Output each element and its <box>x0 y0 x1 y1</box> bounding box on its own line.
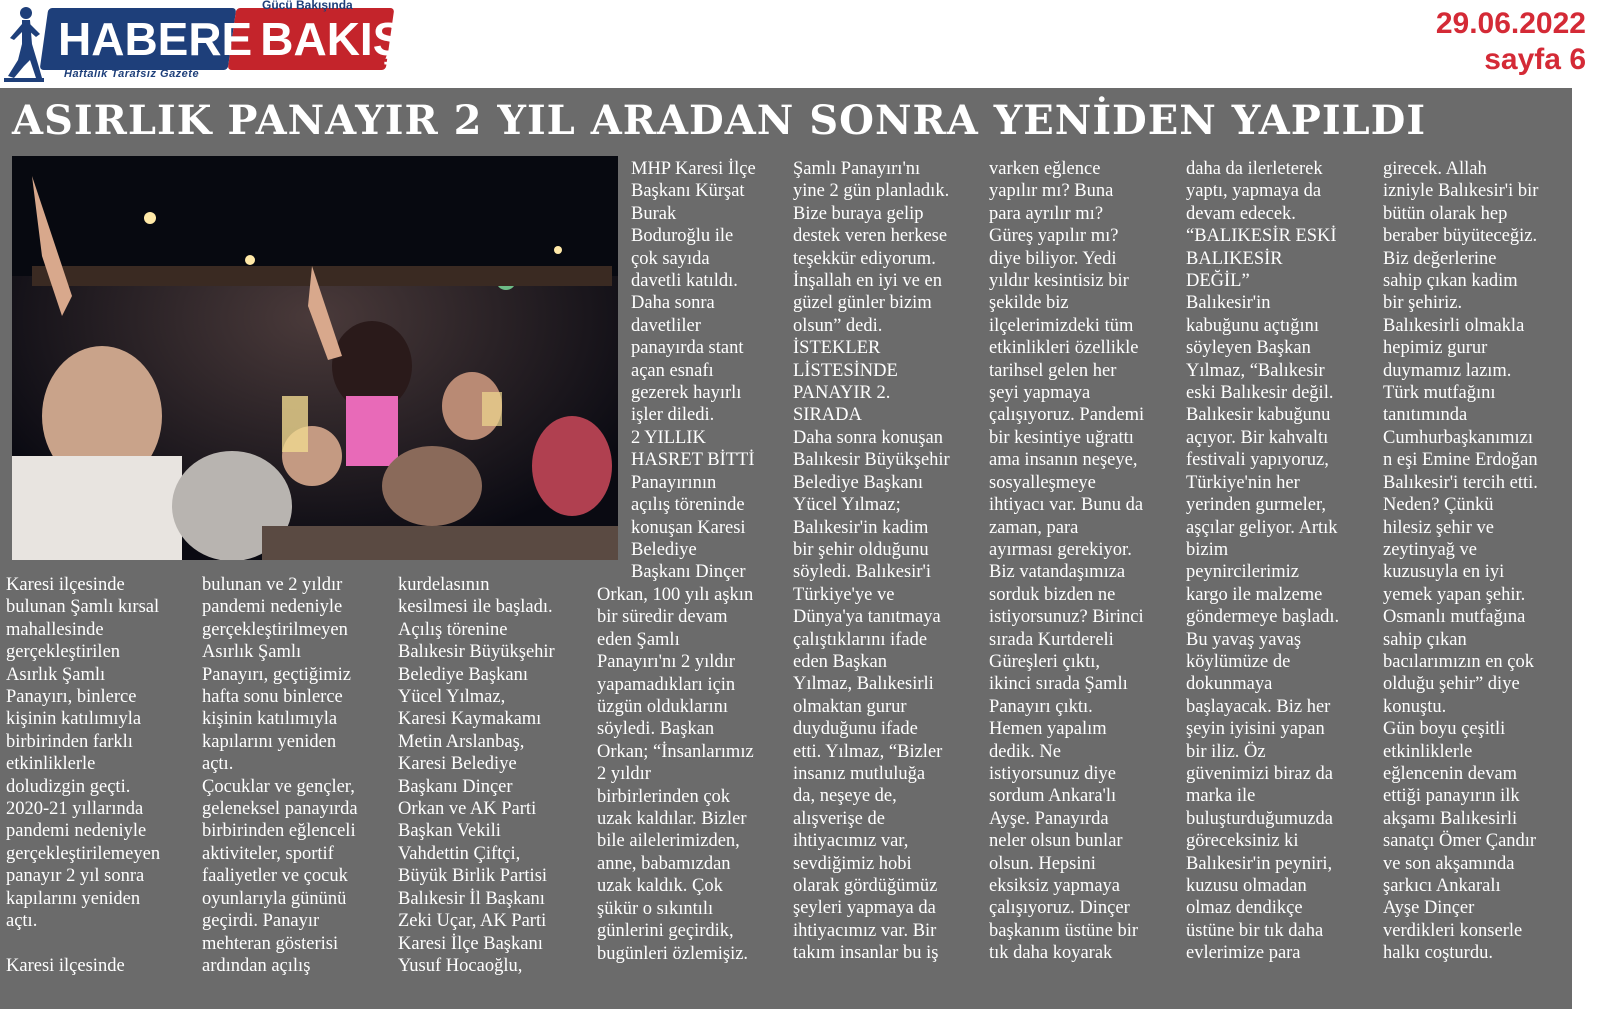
column-text: Orkan, 100 yılı aşkın bir süredir devam eden Şamlı Panayırı'nı 2 yıldır yapamadıkları için üzgün olduklarını söyledi. Başkan Orkan; “İnsanlarımız 2 yıldır birbirlerinden çok uzak kaldılar. Bizler bile ailelerimizden, anne, babamızdan uzak kaldık. Çok şükür o sıkıntılı günlerini geçirdik, bugünleri özlemişiz. <box>597 585 754 964</box>
concert-crowd-photo <box>12 156 618 560</box>
logo-word-bakis: BAKIŞ <box>260 13 404 65</box>
column-text: daha da ilerleterek yaptı, yapmaya da devam edecek. “BALIKESİR ESKİ BALIKESİR DEĞİL” Balıkesir'in kabuğunu açtığını söyleyen Başkan Yılmaz, “Balıkesir eski Balıkesir değil. Balıkesir kabuğunu açıyor. Bir kahvaltı festivali yapıyoruz, Türkiye'nin her yerinden gurmeler, aşçılar geliyor. Artık bizim peynircilerimiz kargo ile malzeme göndermeye başladı. Bu yavaş yavaş köylümüze de dokunmaya başlayacak. Biz her şeyin iyisini yapan bir iliz. Öz güvenimizi biraz da marka ile buluşturduğumuzda göreceksiniz ki Balıkesir'in peyniri, kuzusu olmadan olmaz dendikçe üstüne bir tık daha evlerimize para <box>1186 159 1340 964</box>
article-column-4-bottom <box>597 584 789 965</box>
article-column-2 <box>202 574 394 977</box>
slogan: Gücü Bakışında <box>262 0 353 12</box>
article-column-5 <box>793 158 985 965</box>
page-number: sayfa 6 <box>1484 43 1586 76</box>
column-text: Karesi ilçesinde bulunan Şamlı kırsal mahallesinde gerçekleştirilen Asırlık Şamlı Panayırı, binlerce kişinin katılımıyla birbirinden farklı etkinliklerle doludizgin geçti. 2020-21 yıllarında pandemi nedeniyle gerçekleştirilemeyen panayır 2 yıl sonra kapılarını yeniden açtı. Karesi ilçesinde <box>6 575 161 976</box>
runner-logo-icon <box>4 4 44 82</box>
column-text: bulunan ve 2 yıldır pandemi nedeniyle gerçekleştirilmeyen Asırlık Şamlı Panayırı, geçtiğimiz hafta sonu binlerce kişinin katılımıyla kapılarını yeniden açtı. Çocuklar ve gençler, geleneksel panayırda birbirinden eğlenceli aktiviteler, sportif faaliyetler ve çocuk oyunlarıyla gününü geçirdi. Panayır mehteran gösterisi ardından açılış <box>202 575 358 976</box>
column-text: kurdelasının kesilmesi ile başladı. Açılış törenine Balıkesir Büyükşehir Belediye Başkanı Yücel Yılmaz, Karesi Kaymakamı Metin Arslanbaş, Karesi Belediye Başkanı Dinçer Orkan ve AK Parti Başkan Vekili Vahdettin Çiftçi, Büyük Birlik Partisi Balıkesir İl Başkanı Zeki Uçar, AK Parti Karesi İlçe Başkanı Yusuf Hocaoğlu, <box>398 575 555 976</box>
headline: ASIRLIK PANAYIR 2 YIL ARADAN SONRA YENİDEN YAPILDI <box>12 97 1427 144</box>
logo-word-habere: HABERE <box>58 13 253 65</box>
issue-date: 29.06.2022 <box>1435 7 1586 40</box>
column-text: varken eğlence yapılır mı? Buna para ayrılır mı? Güreş yapılır mı? diye biliyor. Yedi yıldır kesintisiz bir şekilde biz ilçelerimizdeki tüm etkinlikleri özellikle tarihsel gelen her şeyi yapmaya çalışıyoruz. Pandemi bir kesintiye uğrattı ama insanın neşeye, sosyalleşmeye ihtiyacı var. Bunu da zaman, para ayırması gerekiyor. Biz vatandaşımıza sorduk bizden ne istiyorsunuz? Birinci sırada Kurtdereli Güreşleri çıktı, ikinci sırada Şamlı Panayırı çıktı. Hemen yapalım dedik. Ne istiyorsunuz diye sordum Ankara'lı Ayşe. Panayırda neler olsun bunlar olsun. Hepsini eksiksiz yapmaya çalışıyoruz. Dinçer başkanım üstüne bir tık daha koyarak <box>989 159 1145 964</box>
column-text: Şamlı Panayırı'nı yine 2 gün planladık. Bize buraya gelip destek veren herkese teşekkür ediyorum. İnşallah en iyi ve en güzel günler bizim olsun” dedi. İSTEKLER LİSTESİNDE PANAYIR 2. SIRADA Daha sonra konuşan Balıkesir Büyükşehir Belediye Başkanı Yücel Yılmaz; Balıkesir'in kadim bir şehir olduğunu söyledi. Balıkesir'i Türkiye'ye ve Dünya'ya tanıtmaya çalıştıklarını ifade eden Başkan Yılmaz, Balıkesirli olmaktan gurur duyduğunu ifade etti. Yılmaz, “Bizler insanız mutluluğa da, neşeye de, alışverişe de ihtiyacımız var, sevdiğimiz hobi olarak gördüğümüz şeyleri yapmaya da ihtiyacımız var. Bir takım insanlar bu iş <box>793 159 950 964</box>
newspaper-subtitle: Haftalık Tarafsız Gazete <box>64 68 200 80</box>
article-column-3 <box>398 574 594 977</box>
article-column-8 <box>1383 158 1569 965</box>
article <box>0 88 1572 1009</box>
column-text: MHP Karesi İlçe Başkanı Kürşat Burak Boduroğlu ile çok sayıda davetli katıldı. Daha sonra davetliler panayırda stant açan esnafı gezerek hayırlı işler diledi. 2 YILLIK HASRET BİTTİ Panayırının açılış töreninde konuşan Karesi Belediye Başkanı Dinçer <box>631 159 756 583</box>
article-column-7 <box>1186 158 1378 965</box>
masthead <box>0 0 420 88</box>
column-text: girecek. Allah izniyle Balıkesir'i bir bütün olarak hep beraber büyüteceğiz. Biz değerlerine sahip çıkan kadim bir şehiriz. Balıkesirli olmakla hepimiz gurur duymamız lazım. Türk mutfağını tanıtımında Cumhurbaşkanımızı n eşi Emine Erdoğan Balıkesir'i tercih etti. Neden? Çünkü hilesiz şehir ve zeytinyağ ve kuzusuyla en iyi yemek yapan şehir. Osmanlı mutfağına sahip çıkan bacılarımızın en çok olduğu şehir” diye konuştu. Gün boyu çeşitli etkinliklerle eğlencenin devam ettiği panayırın ilk akşamı Balıkesirli sanatçı Ömer Çandır ve son akşamında şarkıcı Ankaralı Ayşe Dinçer verdikleri konserle halkı coşturdu. <box>1383 159 1539 964</box>
article-column-6 <box>989 158 1181 965</box>
article-column-4-top <box>631 158 781 584</box>
newspaper-logo <box>44 8 404 70</box>
article-column-1 <box>6 574 196 977</box>
